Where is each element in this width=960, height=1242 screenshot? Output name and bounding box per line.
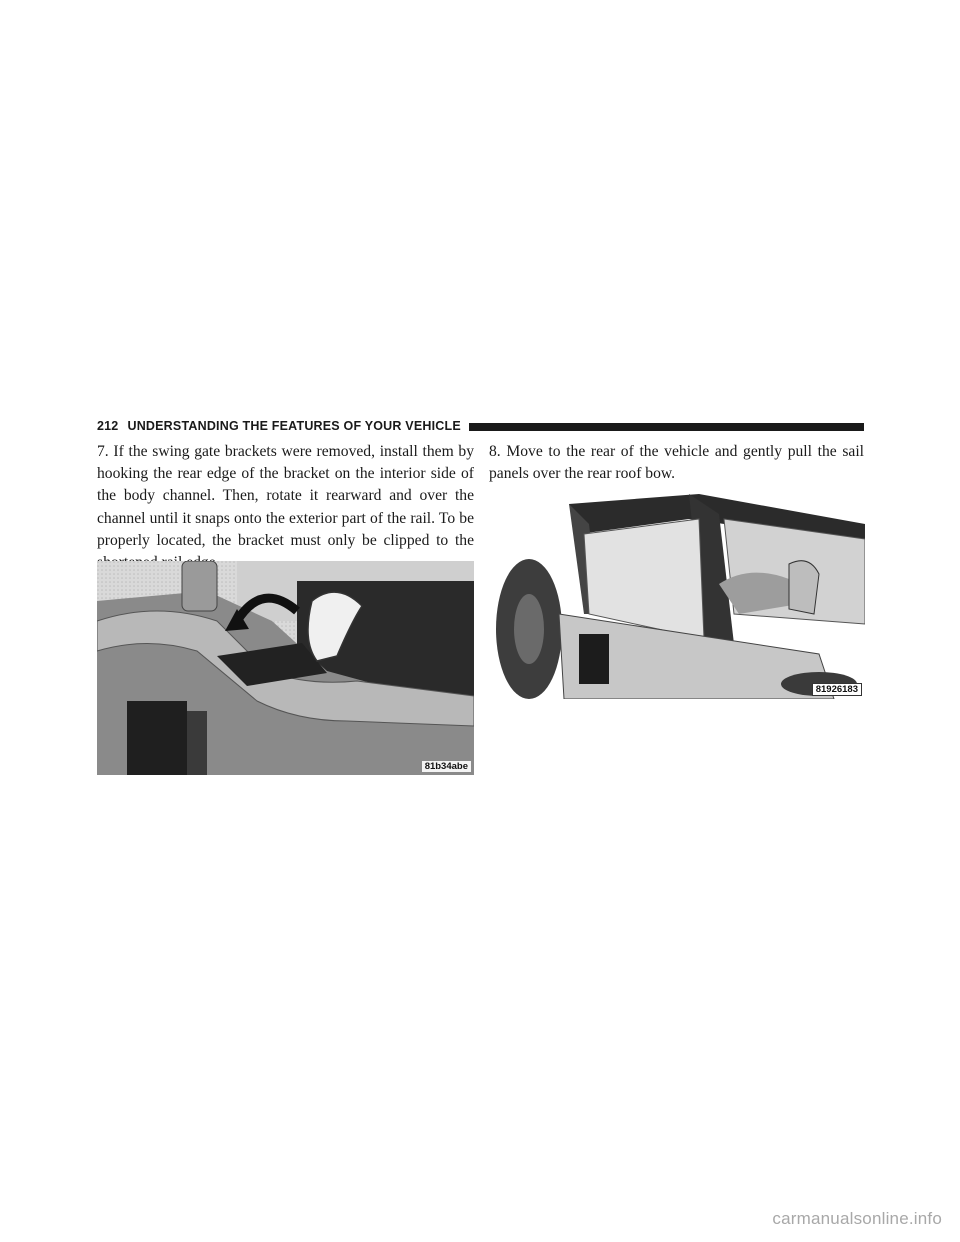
sail-panel-illustration	[489, 494, 865, 699]
header-rule	[469, 423, 864, 431]
figure-code-label: 81b34abe	[422, 761, 471, 772]
figure-code-label: 81926183	[812, 683, 862, 696]
vehicle-drawing	[489, 494, 865, 699]
swing-gate-bracket-illustration	[97, 561, 474, 775]
right-column	[489, 441, 864, 485]
page-header	[97, 416, 864, 436]
bracket-drawing	[97, 561, 474, 775]
section-title: UNDERSTANDING THE FEATURES OF YOUR VEHICLE	[127, 419, 461, 433]
left-column	[97, 441, 474, 574]
watermark: carmanualsonline.info	[772, 1209, 942, 1228]
page-number: 212	[97, 419, 119, 433]
step-8-paragraph: 8. Move to the rear of the vehicle and gently pull the sail panels over the rear roof bow.	[489, 443, 864, 483]
step-7-paragraph: 7. If the swing gate brackets were removed, install them by hooking the rear edge of the bracket on the interior side of the body channel. Then, rotate it rearward and over the channel until it snaps onto the exterior part of the rail. To be properly located, the bracket must only be clipped to the	[97, 443, 474, 549]
